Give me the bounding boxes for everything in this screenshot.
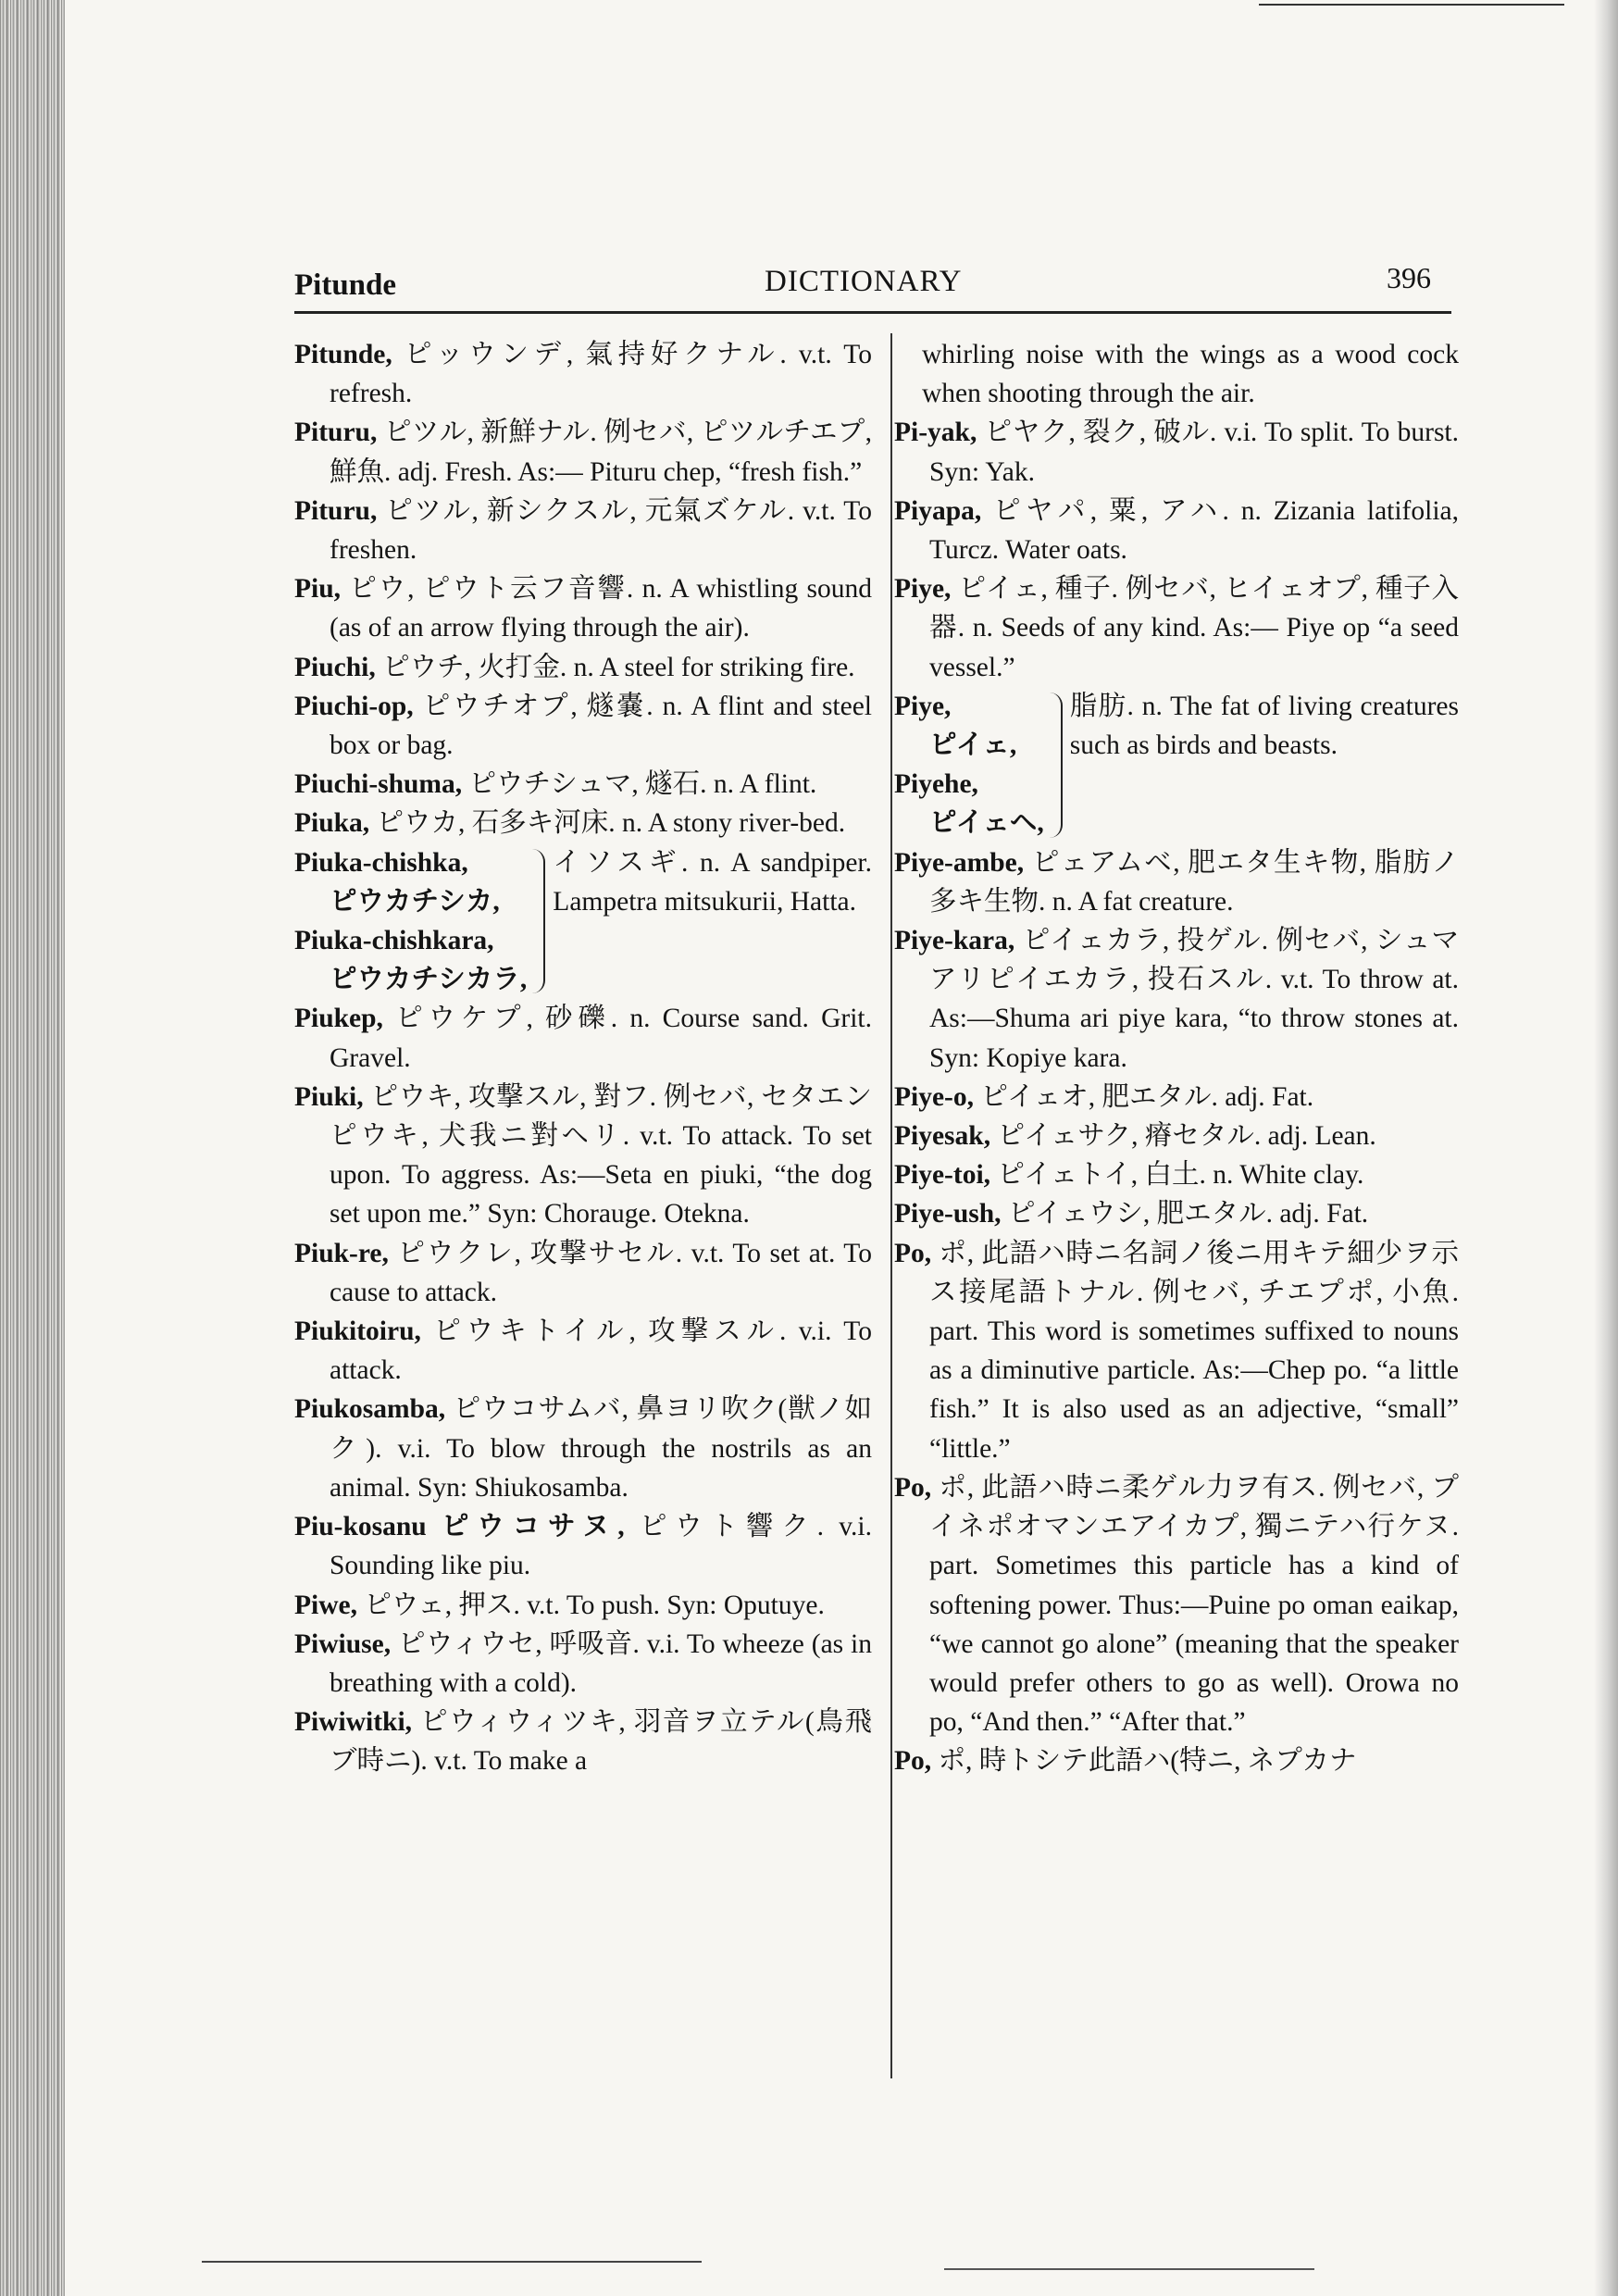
running-head-title: DICTIONARY: [765, 265, 963, 298]
dictionary-entry: Piwe, ピウェ, 押ス. v.t. To push. Syn: Oputuye.: [294, 1590, 825, 1620]
dictionary-entry: Piu-kosanu ピウコサヌ, ピウト響ク. v.i. Sounding like piu.: [294, 1512, 872, 1581]
group-definition: 脂肪. n. The fat of living creatures such as birds and beasts.: [1069, 691, 1459, 761]
bracketed-entry-group: [294, 843, 872, 1000]
bottom-margin-line: [202, 2261, 702, 2263]
dictionary-entry: Piukep, ピウケプ, 砂礫. n. Course sand. Grit. Gravel.: [294, 1004, 872, 1073]
dictionary-entry: Piwiwitki, ピウィウィツキ, 羽音ヲ立テル(鳥飛ブ時ニ). v.t. To make a: [294, 1707, 872, 1777]
group-definition: イソスギ. n. A sandpiper. Lampetra mitsukurii, Hatta.: [553, 847, 872, 917]
continued-definition: whirling noise with the wings as a wood cock when shooting through the air.: [922, 340, 1459, 409]
dictionary-entry: Pi-yak, ピヤク, 裂ク, 破ル. v.i. To split. To burst. Syn: Yak.: [894, 418, 1459, 487]
dictionary-entry: Piyapa, ピヤパ, 粟, アハ. n. Zizania latifolia, Turcz. Water oats.: [894, 495, 1459, 566]
page-header: [294, 259, 1451, 309]
dictionary-entry: Pituru, ピツル, 新鮮ナル. 例セバ, ピツルチエプ, 鮮魚. adj. Fresh. As:— Pituru chep, “fresh fish.”: [294, 418, 872, 487]
dictionary-entry: Piuka, ピウカ, 石多キ河床. n. A stony river-bed.: [294, 808, 846, 839]
headword: Piuka-chishkara,: [294, 926, 494, 956]
bottom-margin-line: [944, 2268, 1314, 2270]
dictionary-entry: Pituru, ピツル, 新シクスル, 元氣ズケル. v.t. To freshen.: [294, 495, 872, 566]
headword: Piuka-chishka,: [294, 847, 468, 878]
headword-list: [294, 843, 527, 1000]
dictionary-entry: Piuk-re, ピウクレ, 攻撃サセル. v.t. To set at. To cause to attack.: [294, 1238, 872, 1307]
dictionary-entry: Piukitoiru, ピウキトイル, 攻撃スル. v.i. To attack.: [294, 1316, 872, 1386]
brace-mark: [530, 849, 545, 994]
headword: Piyehe,: [894, 769, 978, 800]
headword-list: [894, 687, 1044, 843]
header-rule: [294, 311, 1451, 314]
dictionary-entry: Piye-kara, ピイェカラ, 投ゲル. 例セバ, シュマアリピイエカラ, 投石スル. v.t. To throw at. As:—Shuma ari piye kara, “to throw stones at. Syn: Kopiye kara.: [894, 926, 1459, 1073]
right-column: [894, 335, 1459, 1781]
dictionary-entry: Piukosamba, ピウコサムバ, 鼻ヨリ吹ク(獣ノ如ク). v.i. To blow through the nostrils as an animal. Syn: Shiukosamba.: [294, 1394, 872, 1503]
headword: ピウカチシカラ,: [330, 965, 528, 995]
headword: ピイェ,: [929, 730, 1017, 761]
dictionary-entry: Piye-ambe, ピェアムベ, 肥エタ生キ物, 脂肪ノ多キ生物. n. A fat creature.: [894, 847, 1459, 917]
dictionary-entry: Po, ポ, 此語ハ時ニ名詞ノ後ニ用キテ細少ヲ示ス接尾語トナル. 例セバ, チエプポ, 小魚. part. This word is sometimes suffixed to nouns as a diminutive particle. As:—Chep po. “a little fish.” It is also used as an adjective, “small” “little.”: [894, 1238, 1459, 1464]
headword: Piye,: [894, 691, 952, 721]
left-column: [294, 335, 872, 1781]
dictionary-entry: Piuchi-shuma, ピウチシュマ, 燧石. n. A flint.: [294, 769, 817, 800]
dictionary-entry: Piuchi-op, ピウチオプ, 燧嚢. n. A flint and steel box or bag.: [294, 691, 872, 761]
dictionary-entry: Piuki, ピウキ, 攻撃スル, 對フ. 例セバ, セタエンピウキ, 犬我ニ對ヘリ. v.t. To attack. To set upon. To aggress. As:—Seta en piuki, “the dog set upon me.” Syn: Chorauge. Otekna.: [294, 1081, 872, 1229]
dictionary-entry: Po, ポ, 此語ハ時ニ柔ゲル力ヲ有ス. 例セバ, プイネポオマンエアイカプ, 獨ニテハ行ケヌ. part. Sometimes this particle has a kind of softening power. Thus:—Puine po oman eaikap, “we cannot go alone” (meaning that the speaker would prefer others to go as well). Orowa no po, “And then.” “After that.”: [894, 1472, 1459, 1738]
book-spine-shadow: [0, 0, 65, 2296]
dictionary-entry: Piuchi, ピウチ, 火打金. n. A steel for striking fire.: [294, 652, 855, 682]
dictionary-entry: Po, ポ, 時トシテ此語ハ(特ニ, ネプカナ: [894, 1746, 1357, 1777]
dictionary-entry: Piwiuse, ピウィウセ, 呼吸音. v.i. To wheeze (as in breathing with a cold).: [294, 1628, 872, 1698]
dictionary-entry: Pitunde, ピッウンデ, 氣持好クナル. v.t. To refresh.: [294, 340, 872, 409]
dictionary-entry: Piyesak, ピイェサク, 瘠セタル. adj. Lean.: [894, 1121, 1376, 1152]
dictionary-entry: Piu, ピウ, ピウト云フ音響. n. A whistling sound (as of an arrow flying through the air).: [294, 574, 872, 643]
dictionary-entry: Piye-ush, ピイェウシ, 肥エタル. adj. Fat.: [894, 1199, 1369, 1229]
column-divider: [890, 333, 892, 2078]
brace-mark: [1048, 693, 1063, 838]
running-head-word: Pitunde: [294, 268, 397, 302]
top-margin-line: [1259, 4, 1564, 6]
page-edge-shadow: [1594, 0, 1618, 2296]
headword: ピウカチシカ,: [330, 886, 500, 917]
headword: ピイェヘ,: [929, 808, 1044, 839]
dictionary-entry: Piye, ピイェ, 種子. 例セバ, ヒイェオプ, 種子入器. n. Seeds of any kind. As:— Piye op “a seed vessel.”: [894, 574, 1459, 682]
bracketed-entry-group: [894, 687, 1459, 843]
dictionary-entry: Piye-o, ピイェオ, 肥エタル. adj. Fat.: [894, 1081, 1314, 1112]
page-number: 396: [1387, 261, 1431, 294]
dictionary-entry: Piye-toi, ピイェトイ, 白土. n. White clay.: [894, 1160, 1364, 1191]
